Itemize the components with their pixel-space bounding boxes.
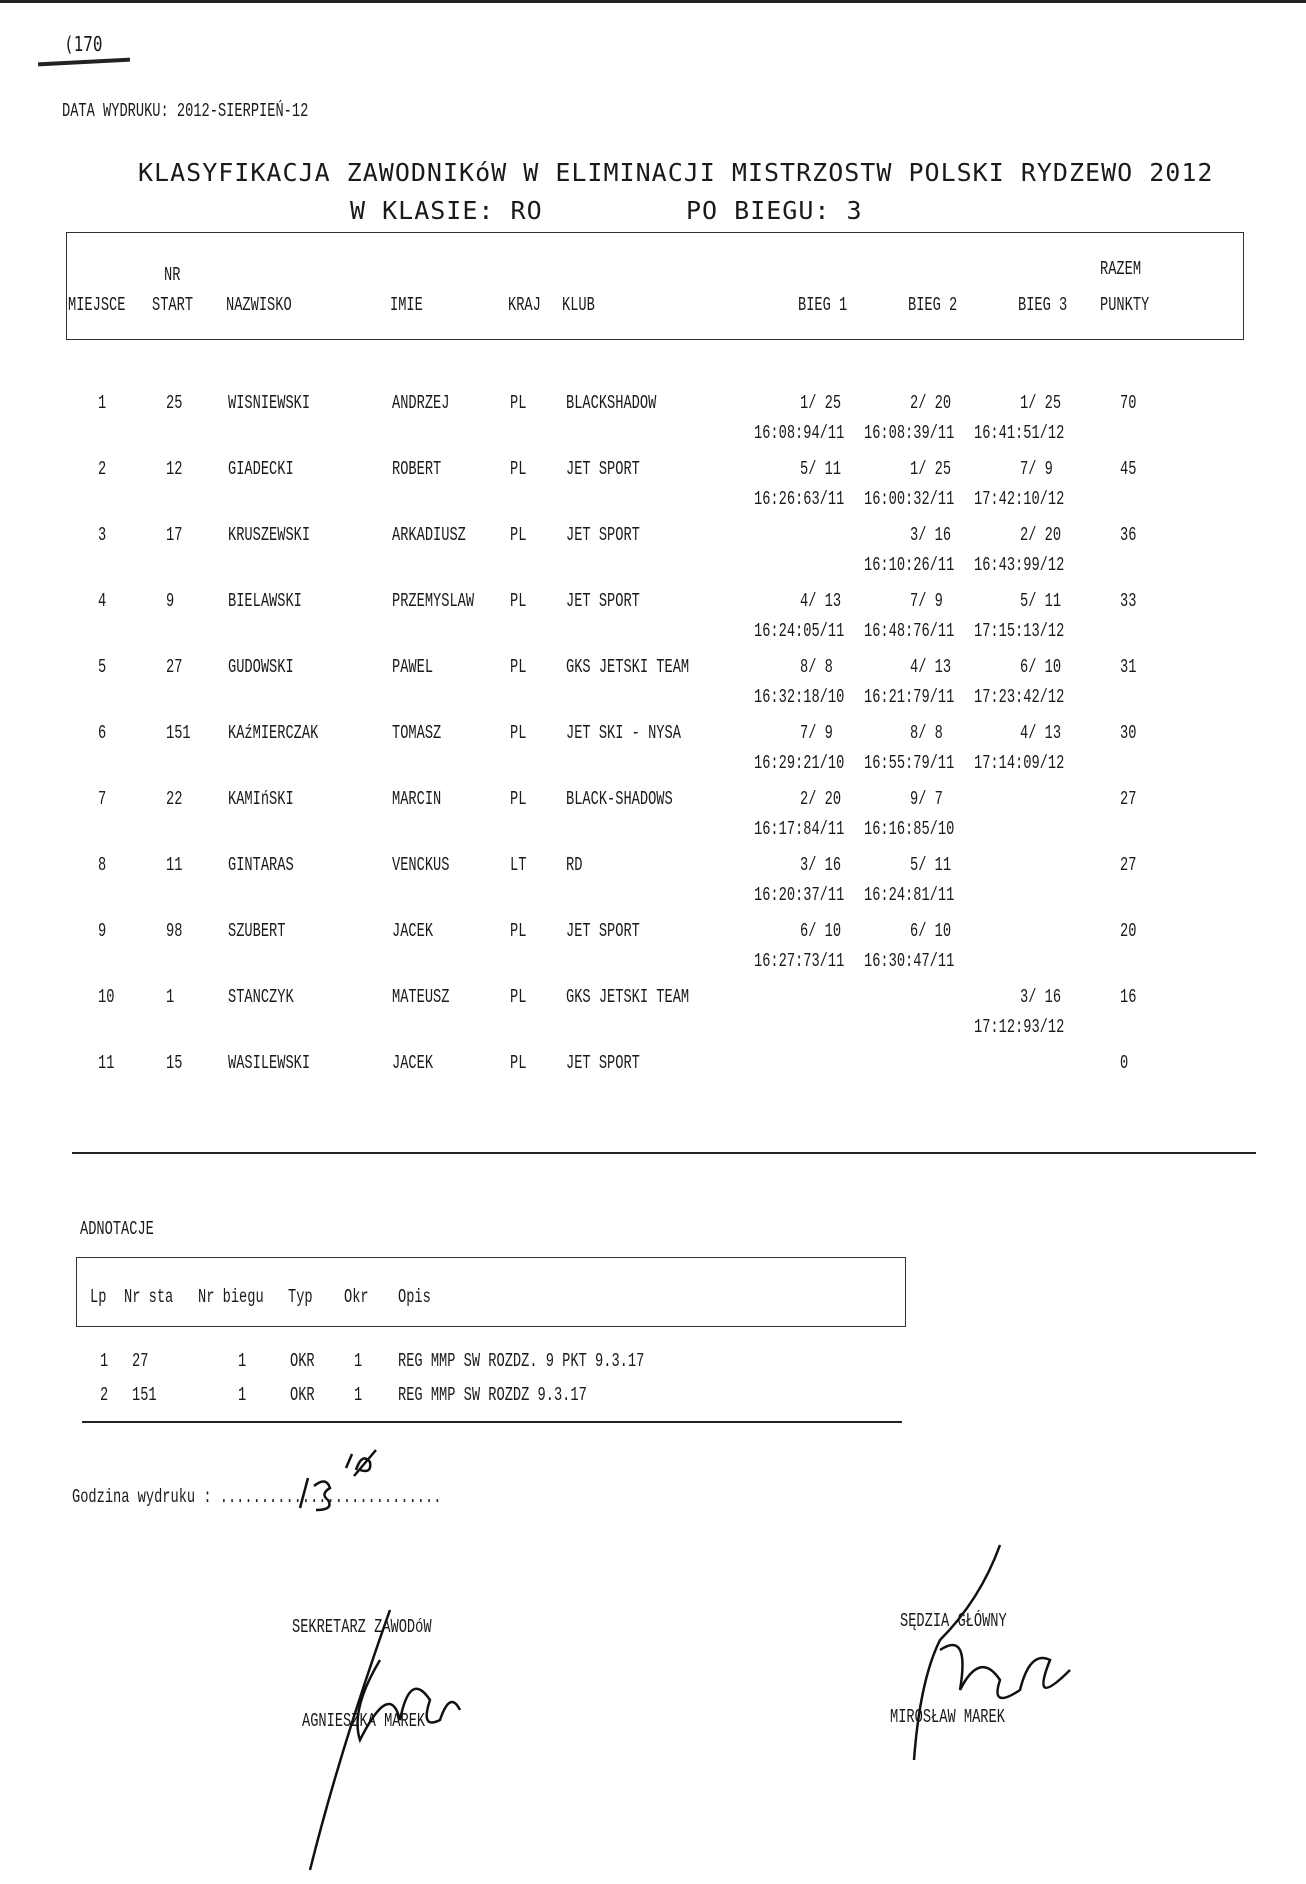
header-nr: NR <box>164 264 181 286</box>
club-cell: JET SPORT <box>566 458 640 480</box>
table-row <box>0 524 1306 590</box>
class-line: W KLASIE: RO <box>350 196 543 225</box>
race-1-result-cell: 4/ 13 <box>800 590 842 612</box>
table-row <box>0 392 1306 458</box>
annotation-okr-cell: 1 <box>354 1384 363 1406</box>
judge-signature <box>900 1540 1080 1774</box>
table-row <box>0 656 1306 722</box>
club-cell: JET SPORT <box>566 1052 640 1074</box>
place-cell: 8 <box>98 854 107 876</box>
race-3-time-cell: 17:15:13/12 <box>974 620 1065 642</box>
race-1-result-cell: 6/ 10 <box>800 920 842 942</box>
club-cell: JET SPORT <box>566 524 640 546</box>
country-cell: PL <box>510 392 527 414</box>
ann-header-nr-biegu: Nr biegu <box>198 1286 264 1308</box>
ann-header-opis: Opis <box>398 1286 431 1308</box>
first-name-cell: MATEUSZ <box>392 986 450 1008</box>
race-1-time-cell: 16:29:21/10 <box>754 752 845 774</box>
points-cell: 70 <box>1120 392 1137 414</box>
race-2-time-cell: 16:00:32/11 <box>864 488 955 510</box>
race-3-time-cell: 16:43:99/12 <box>974 554 1065 576</box>
race-1-time-cell: 16:24:05/11 <box>754 620 845 642</box>
table-row <box>0 854 1306 920</box>
race-2-time-cell: 16:21:79/11 <box>864 686 955 708</box>
start-number-cell: 27 <box>166 656 183 678</box>
country-cell: PL <box>510 788 527 810</box>
header-race-3: BIEG 3 <box>1018 294 1068 316</box>
club-cell: RD <box>566 854 583 876</box>
place-cell: 9 <box>98 920 107 942</box>
country-cell: PL <box>510 1052 527 1074</box>
points-cell: 0 <box>1120 1052 1129 1074</box>
points-cell: 27 <box>1120 788 1137 810</box>
race-2-time-cell: 16:24:81/11 <box>864 884 955 906</box>
country-cell: PL <box>510 524 527 546</box>
table-row <box>0 458 1306 524</box>
table-row <box>0 986 1306 1052</box>
table-row <box>0 788 1306 854</box>
race-3-time-cell: 16:41:51/12 <box>974 422 1065 444</box>
surname-cell: SZUBERT <box>228 920 286 942</box>
race-1-result-cell: 7/ 9 <box>800 722 833 744</box>
start-number-cell: 25 <box>166 392 183 414</box>
annotation-nr-biegu-cell: 1 <box>238 1384 247 1406</box>
start-number-cell: 9 <box>166 590 175 612</box>
first-name-cell: ANDRZEJ <box>392 392 450 414</box>
header-surname: NAZWISKO <box>226 294 292 316</box>
race-3-time-cell: 17:42:10/12 <box>974 488 1065 510</box>
header-country: KRAJ <box>508 294 541 316</box>
secretary-name: AGNIESZKA MAREK <box>302 1710 426 1732</box>
surname-cell: KAźMIERCZAK <box>228 722 319 744</box>
first-name-cell: TOMASZ <box>392 722 442 744</box>
place-cell: 7 <box>98 788 107 810</box>
place-cell: 6 <box>98 722 107 744</box>
annotations-bottom-line <box>82 1421 902 1423</box>
race-2-result-cell: 3/ 16 <box>910 524 952 546</box>
start-number-cell: 11 <box>166 854 183 876</box>
surname-cell: KAMIńSKI <box>228 788 294 810</box>
race-2-time-cell: 16:48:76/11 <box>864 620 955 642</box>
annotation-typ-cell: OKR <box>290 1384 315 1406</box>
start-number-cell: 1 <box>166 986 175 1008</box>
club-cell: JET SKI - NYSA <box>566 722 681 744</box>
race-1-time-cell: 16:08:94/11 <box>754 422 845 444</box>
race-1-result-cell: 3/ 16 <box>800 854 842 876</box>
race-2-result-cell: 4/ 13 <box>910 656 952 678</box>
first-name-cell: MARCIN <box>392 788 442 810</box>
surname-cell: KRUSZEWSKI <box>228 524 311 546</box>
race-1-time-cell: 16:27:73/11 <box>754 950 845 972</box>
header-total: RAZEM <box>1100 258 1142 280</box>
annotation-typ-cell: OKR <box>290 1350 315 1372</box>
race-3-result-cell: 4/ 13 <box>1020 722 1062 744</box>
first-name-cell: JACEK <box>392 1052 434 1074</box>
annotation-lp-cell: 1 <box>100 1350 109 1372</box>
surname-cell: WISNIEWSKI <box>228 392 311 414</box>
header-start: START <box>152 294 194 316</box>
first-name-cell: ARKADIUSZ <box>392 524 466 546</box>
header-club: KLUB <box>562 294 595 316</box>
annotation-nr-sta-cell: 27 <box>132 1350 149 1372</box>
race-1-time-cell: 16:17:84/11 <box>754 818 845 840</box>
points-cell: 31 <box>1120 656 1137 678</box>
race-1-result-cell: 5/ 11 <box>800 458 842 480</box>
surname-cell: GIADECKI <box>228 458 294 480</box>
country-cell: PL <box>510 986 527 1008</box>
place-cell: 1 <box>98 392 107 414</box>
club-cell: GKS JETSKI TEAM <box>566 656 690 678</box>
place-cell: 2 <box>98 458 107 480</box>
place-cell: 10 <box>98 986 115 1008</box>
points-cell: 45 <box>1120 458 1137 480</box>
points-cell: 36 <box>1120 524 1137 546</box>
surname-cell: STANCZYK <box>228 986 294 1008</box>
club-cell: BLACK-SHADOWS <box>566 788 673 810</box>
annotation-lp-cell: 2 <box>100 1384 109 1406</box>
top-edge-line <box>0 0 1306 3</box>
race-1-time-cell: 16:26:63/11 <box>754 488 845 510</box>
surname-cell: BIELAWSKI <box>228 590 302 612</box>
country-cell: PL <box>510 590 527 612</box>
race-2-result-cell: 1/ 25 <box>910 458 952 480</box>
place-cell: 3 <box>98 524 107 546</box>
club-cell: JET SPORT <box>566 590 640 612</box>
race-3-result-cell: 1/ 25 <box>1020 392 1062 414</box>
header-points: PUNKTY <box>1100 294 1150 316</box>
country-cell: PL <box>510 458 527 480</box>
annotation-nr-sta-cell: 151 <box>132 1384 157 1406</box>
race-1-result-cell: 8/ 8 <box>800 656 833 678</box>
race-2-result-cell: 7/ 9 <box>910 590 943 612</box>
secretary-signature <box>280 1600 500 1884</box>
place-cell: 5 <box>98 656 107 678</box>
annotation-nr-biegu-cell: 1 <box>238 1350 247 1372</box>
header-race-2: BIEG 2 <box>908 294 958 316</box>
start-number-cell: 17 <box>166 524 183 546</box>
race-3-time-cell: 17:12:93/12 <box>974 1016 1065 1038</box>
race-3-result-cell: 3/ 16 <box>1020 986 1062 1008</box>
race-3-result-cell: 2/ 20 <box>1020 524 1062 546</box>
place-cell: 4 <box>98 590 107 612</box>
points-cell: 30 <box>1120 722 1137 744</box>
secretary-title: SEKRETARZ ZAWODóW <box>292 1616 432 1638</box>
document-title: KLASYFIKACJA ZAWODNIKóW W ELIMINACJI MISTRZOSTW POLSKI RYDZEWO 2012 <box>138 158 1214 187</box>
race-1-result-cell: 2/ 20 <box>800 788 842 810</box>
annotations-title: ADNOTACJE <box>80 1218 154 1240</box>
print-hour-label: Godzina wydruku : ........................... <box>72 1486 442 1508</box>
start-number-cell: 98 <box>166 920 183 942</box>
judge-title: SĘDZIA GŁÓWNY <box>900 1610 1007 1632</box>
race-2-time-cell: 16:30:47/11 <box>864 950 955 972</box>
race-2-result-cell: 2/ 20 <box>910 392 952 414</box>
annotation-okr-cell: 1 <box>354 1350 363 1372</box>
table-row <box>0 722 1306 788</box>
race-2-result-cell: 5/ 11 <box>910 854 952 876</box>
club-cell: JET SPORT <box>566 920 640 942</box>
race-2-result-cell: 6/ 10 <box>910 920 952 942</box>
race-2-time-cell: 16:55:79/11 <box>864 752 955 774</box>
race-3-result-cell: 5/ 11 <box>1020 590 1062 612</box>
judge-name: MIROSŁAW MAREK <box>890 1706 1005 1728</box>
table-row <box>0 1052 1306 1118</box>
print-date: DATA WYDRUKU: 2012-SIERPIEŃ-12 <box>62 100 309 122</box>
race-3-time-cell: 17:14:09/12 <box>974 752 1065 774</box>
first-name-cell: PAWEL <box>392 656 434 678</box>
ann-header-nr-sta: Nr sta <box>124 1286 174 1308</box>
ann-header-okr: Okr <box>344 1286 369 1308</box>
country-cell: PL <box>510 722 527 744</box>
points-cell: 27 <box>1120 854 1137 876</box>
race-1-time-cell: 16:20:37/11 <box>754 884 845 906</box>
ann-header-lp: Lp <box>90 1286 107 1308</box>
race-2-time-cell: 16:16:85/10 <box>864 818 955 840</box>
print-hour-handwritten <box>290 1448 400 1522</box>
first-name-cell: VENCKUS <box>392 854 450 876</box>
page-number-underline <box>38 58 130 67</box>
table-row <box>0 920 1306 986</box>
country-cell: LT <box>510 854 527 876</box>
annotation-opis-cell: REG MMP SW ROZDZ 9.3.17 <box>398 1384 587 1406</box>
first-name-cell: JACEK <box>392 920 434 942</box>
race-1-time-cell: 16:32:18/10 <box>754 686 845 708</box>
country-cell: PL <box>510 656 527 678</box>
points-cell: 33 <box>1120 590 1137 612</box>
header-place: MIEJSCE <box>68 294 126 316</box>
race-2-time-cell: 16:08:39/11 <box>864 422 955 444</box>
after-race: PO BIEGU: 3 <box>686 196 863 225</box>
club-cell: BLACKSHADOW <box>566 392 657 414</box>
points-cell: 20 <box>1120 920 1137 942</box>
start-number-cell: 151 <box>166 722 191 744</box>
first-name-cell: PRZEMYSLAW <box>392 590 475 612</box>
surname-cell: GUDOWSKI <box>228 656 294 678</box>
club-cell: GKS JETSKI TEAM <box>566 986 690 1008</box>
race-2-time-cell: 16:10:26/11 <box>864 554 955 576</box>
first-name-cell: ROBERT <box>392 458 442 480</box>
place-cell: 11 <box>98 1052 115 1074</box>
surname-cell: GINTARAS <box>228 854 294 876</box>
race-2-result-cell: 8/ 8 <box>910 722 943 744</box>
start-number-cell: 22 <box>166 788 183 810</box>
start-number-cell: 12 <box>166 458 183 480</box>
header-name: IMIE <box>390 294 423 316</box>
table-row <box>0 590 1306 656</box>
race-3-result-cell: 6/ 10 <box>1020 656 1062 678</box>
table-header-box <box>66 232 1244 340</box>
race-2-result-cell: 9/ 7 <box>910 788 943 810</box>
race-3-result-cell: 7/ 9 <box>1020 458 1053 480</box>
points-cell: 16 <box>1120 986 1137 1008</box>
ann-header-typ: Typ <box>288 1286 313 1308</box>
country-cell: PL <box>510 920 527 942</box>
race-1-result-cell: 1/ 25 <box>800 392 842 414</box>
start-number-cell: 15 <box>166 1052 183 1074</box>
race-3-time-cell: 17:23:42/12 <box>974 686 1065 708</box>
header-race-1: BIEG 1 <box>798 294 848 316</box>
surname-cell: WASILEWSKI <box>228 1052 311 1074</box>
page-number: (170 <box>64 32 103 56</box>
annotation-opis-cell: REG MMP SW ROZDZ. 9 PKT 9.3.17 <box>398 1350 645 1372</box>
section-separator <box>72 1152 1256 1154</box>
